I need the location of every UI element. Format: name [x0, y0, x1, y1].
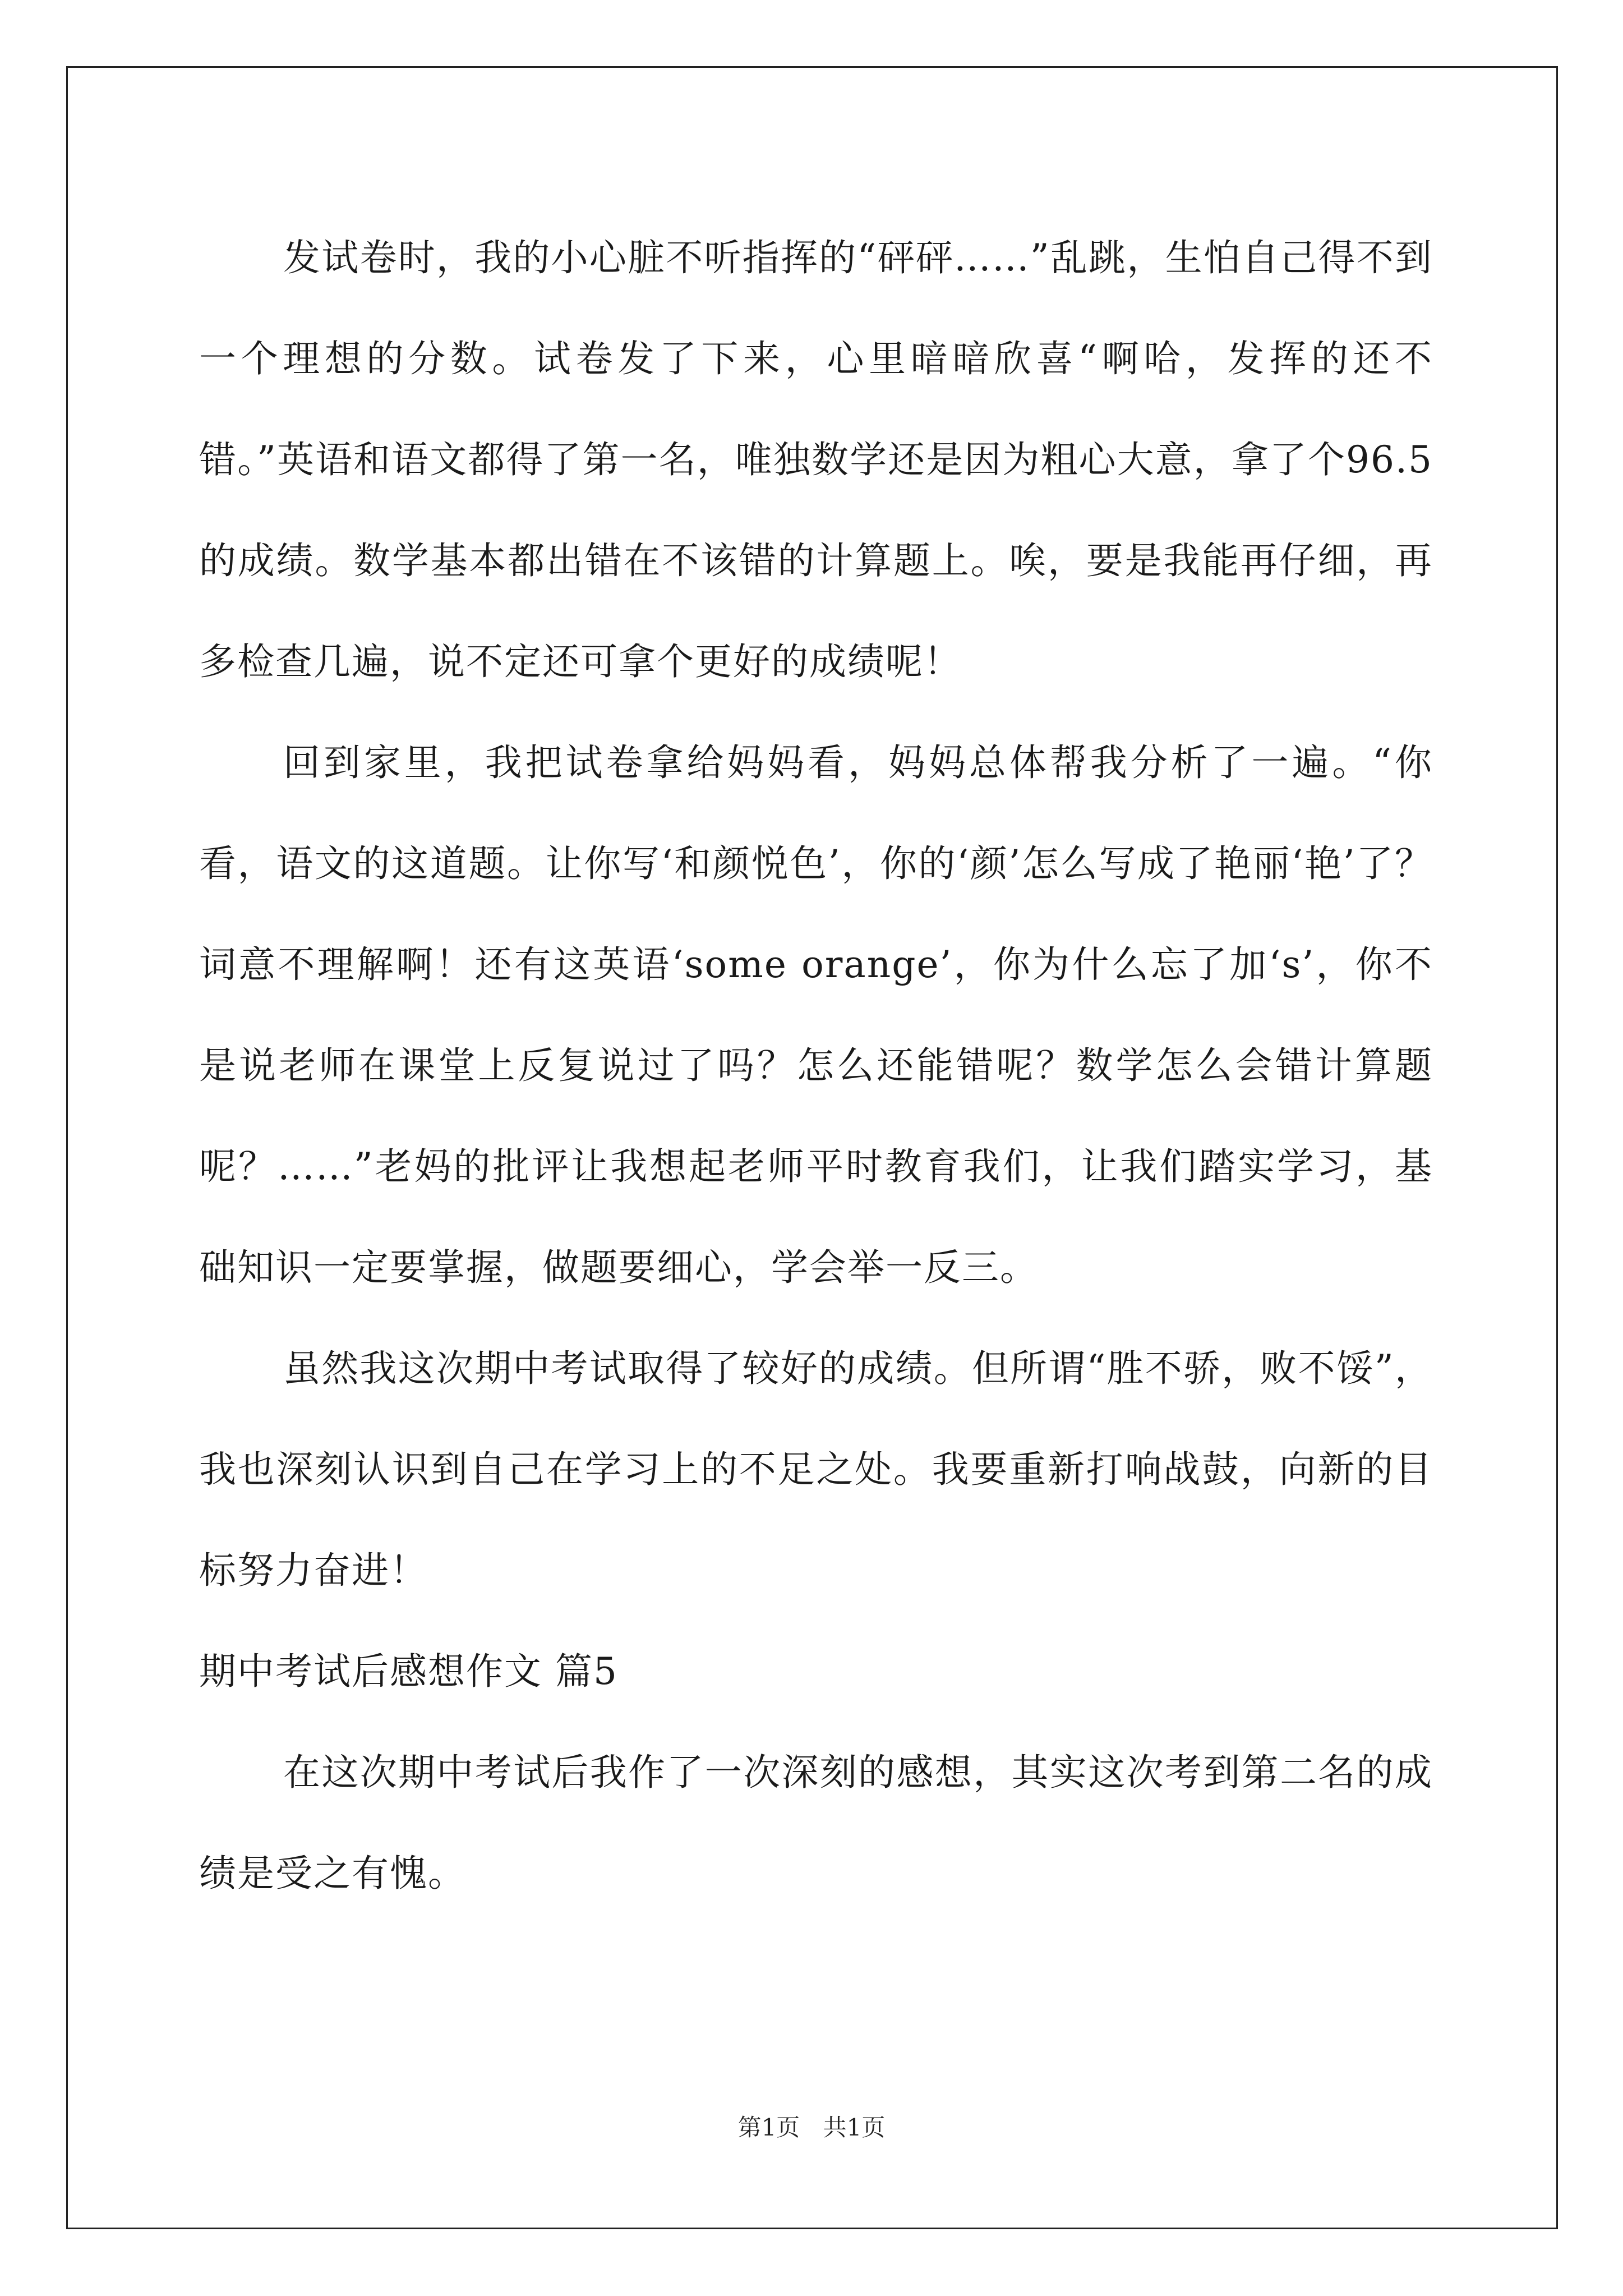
page-footer	[0, 2109, 1623, 2143]
paragraph-1: 发试卷时，我的小心脏不听指挥的“砰砰……”乱跳，生怕自己得不到一个理想的分数。试卷发了下来，心里暗暗欣喜“啊哈，发挥的还不错。”英语和语文都得了第一名，唯独数学还是因为粗心大意，拿了个96.5的成绩。数学基本都出错在不该错的计算题上。唉，要是我能再仔细，再多检查几遍，说不定还可拿个更好的成绩呢！	[199, 236, 1433, 683]
page-total: 共1页	[823, 2114, 886, 2141]
section-heading: 期中考试后感想作文 篇5	[199, 1650, 618, 1693]
paragraph-4: 在这次期中考试后我作了一次深刻的感想，其实这次考到第二名的成绩是受之有愧。	[199, 1751, 1433, 1895]
page-number: 第1页	[737, 2114, 800, 2141]
paragraph-2: 回到家里，我把试卷拿给妈妈看，妈妈总体帮我分析了一遍。“你看，语文的这道题。让你写‘和颜悦色’，你的‘颜’怎么写成了艳丽‘艳’了？词意不理解啊！还有这英语‘some orange’，你为什么忘了加‘s’，你不是说老师在课堂上反复说过了吗？怎么还能错呢？数学怎么会错计算题呢？……”老妈的批评让我想起老师平时教育我们，让我们踏实学习，基础知识一定要掌握，做题要细心，学会举一反三。	[199, 741, 1433, 1289]
document-body	[199, 208, 1433, 1924]
paragraph-3: 虽然我这次期中考试取得了较好的成绩。但所谓“胜不骄，败不馁”，我也深刻认识到自己在学习上的不足之处。我要重新打响战鼓，向新的目标努力奋进！	[199, 1347, 1433, 1592]
